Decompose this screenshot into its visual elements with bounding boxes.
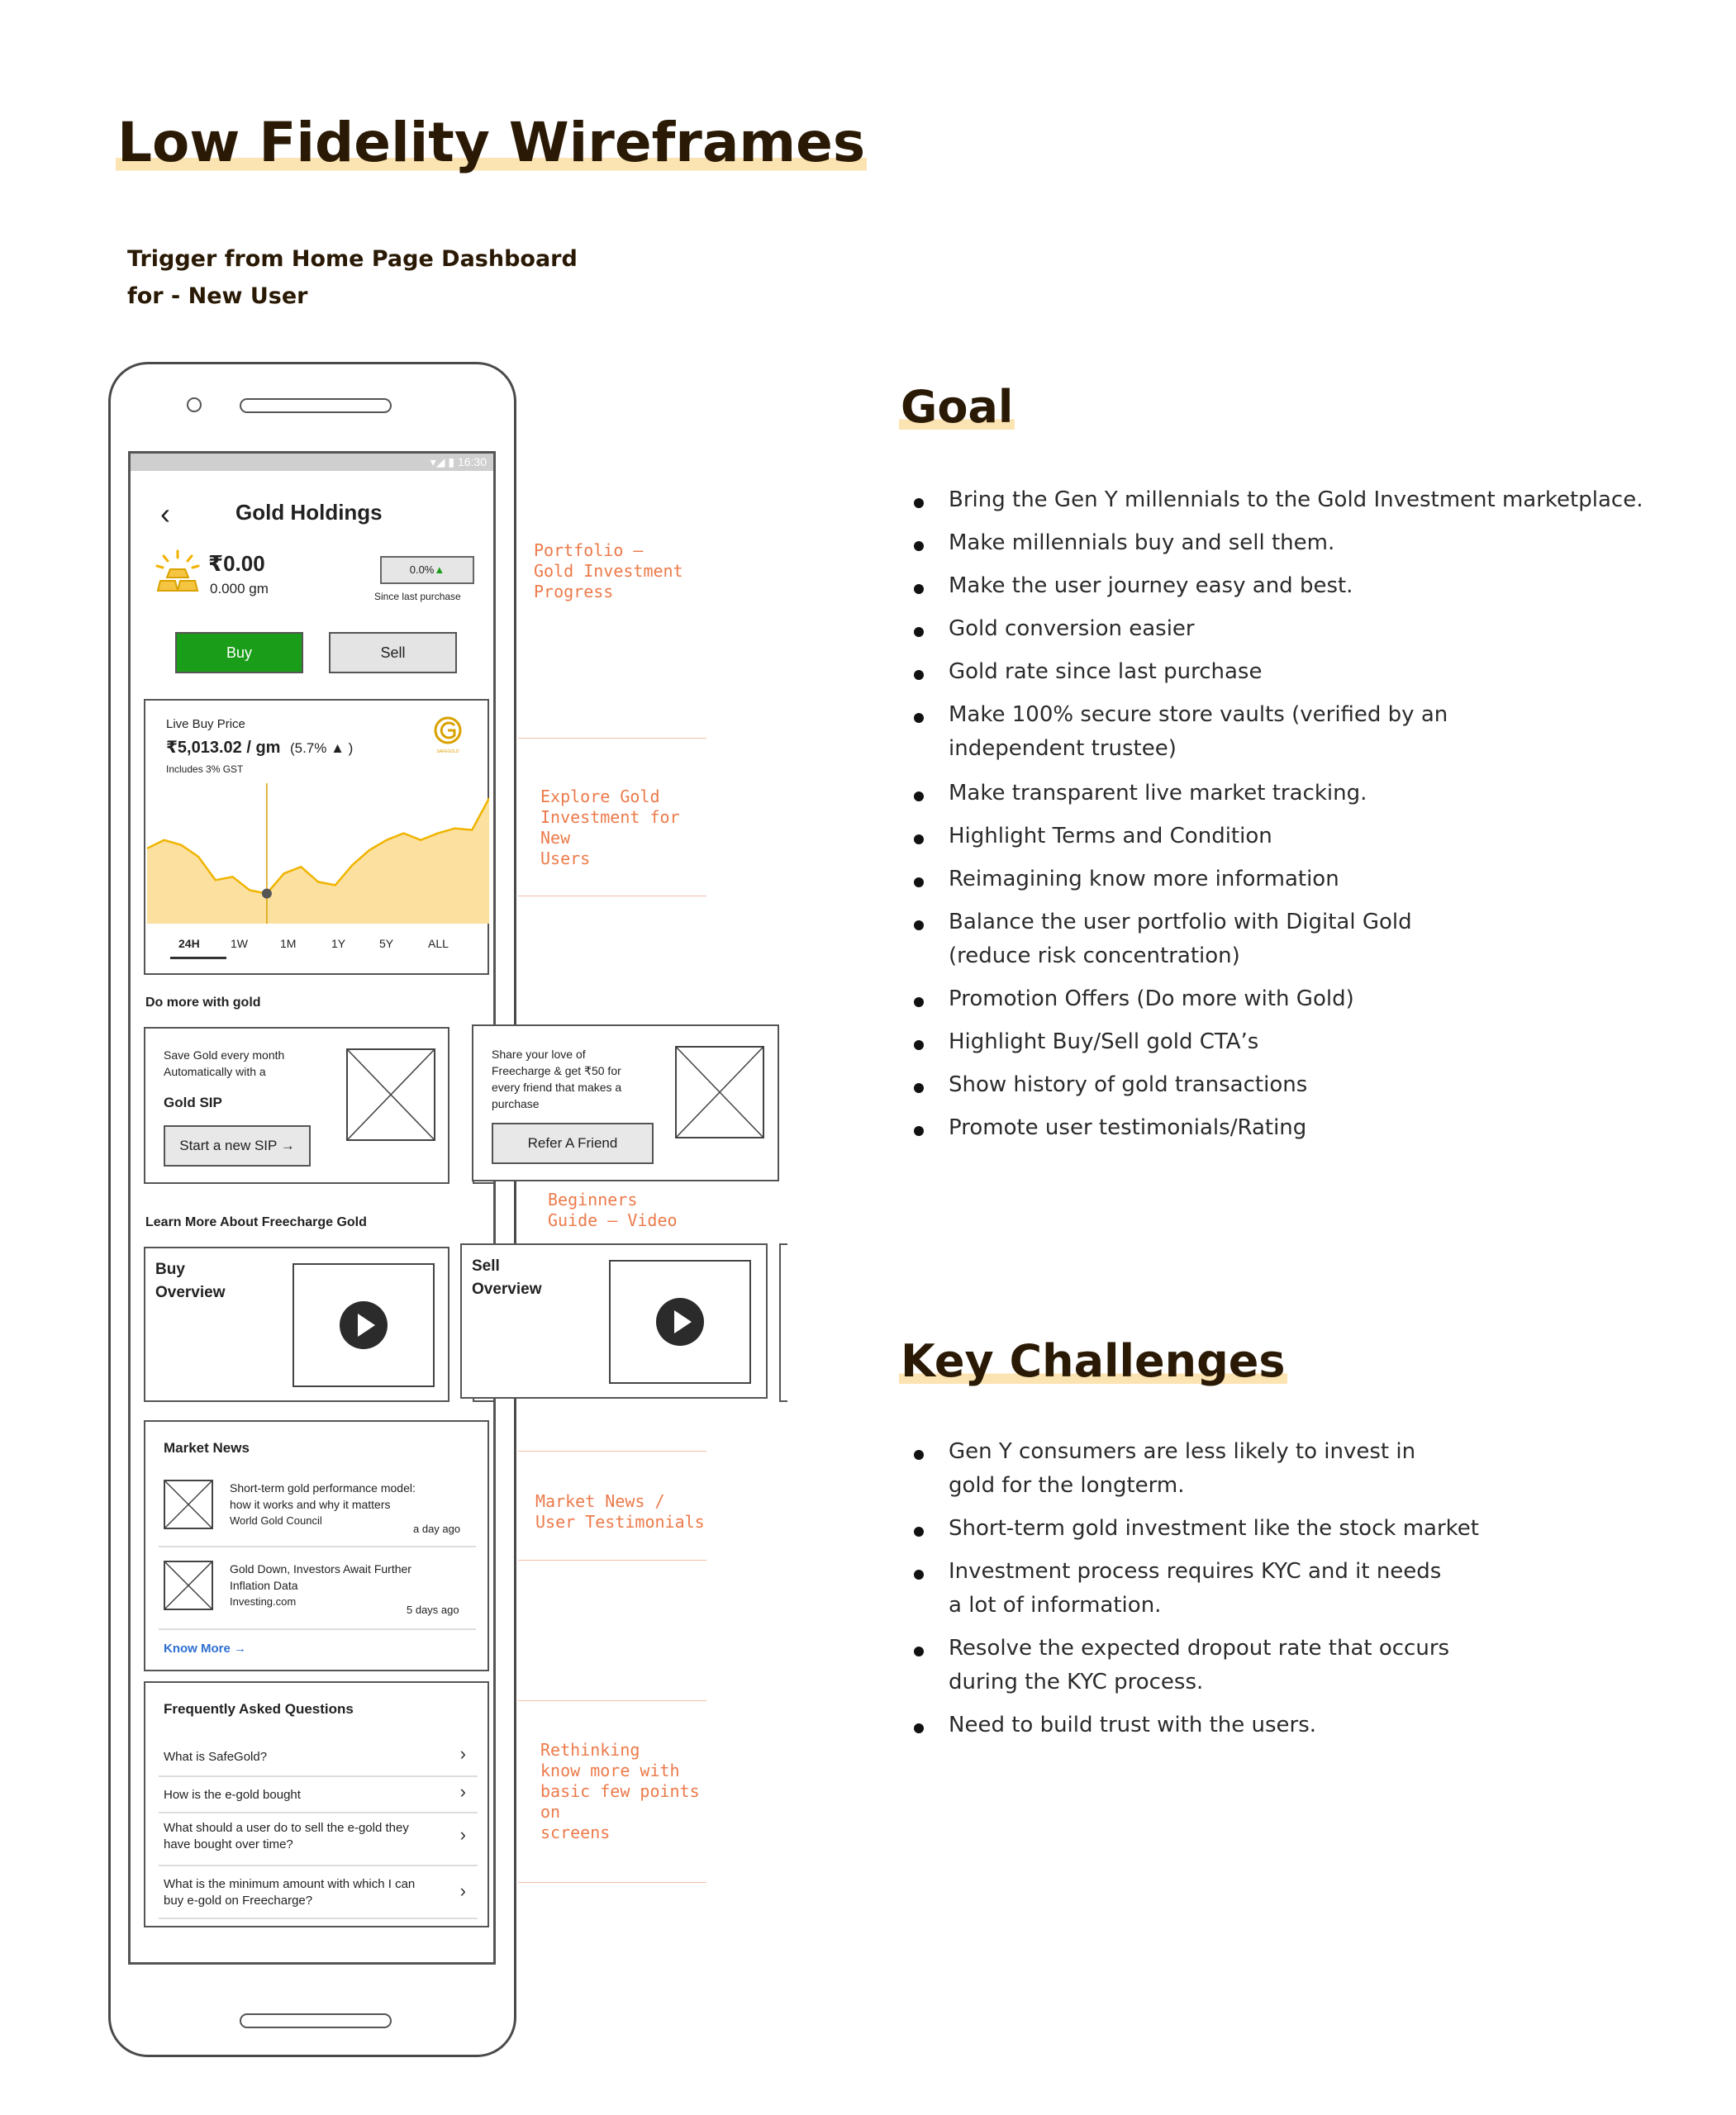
range-tab-1m[interactable]: 1M — [280, 937, 297, 950]
goal-item: Promote user testimonials/Rating — [914, 1111, 1707, 1145]
live-price-label: Live Buy Price — [166, 717, 245, 731]
chart-selected-point — [262, 889, 272, 899]
faq-item[interactable]: What is SafeGold? › — [159, 1741, 478, 1777]
up-arrow-icon: ▲ — [434, 563, 445, 576]
goal-item: Show history of gold transactions — [914, 1068, 1707, 1102]
annotation-rule — [518, 1451, 706, 1452]
chevron-right-icon: › — [459, 1824, 466, 1845]
range-tab-5y[interactable]: 5Y — [379, 937, 394, 950]
page-title: Low Fidelity Wireframes — [117, 111, 866, 174]
goal-item: Make the user journey easy and best. — [914, 569, 1707, 603]
live-price-change: (5.7% ▲ ) — [290, 740, 354, 756]
start-sip-button[interactable]: Start a new SIP → — [164, 1125, 311, 1167]
news-know-more-link[interactable]: Know More → — [164, 1642, 246, 1656]
gold-bars-icon — [154, 549, 202, 596]
faq-title: Frequently Asked Questions — [164, 1701, 354, 1717]
news-thumb-2 — [164, 1561, 213, 1610]
news-divider — [159, 1628, 476, 1630]
goal-item: Balance the user portfolio with Digital Gold (reduce risk concentration) — [914, 905, 1707, 973]
goal-item: Gold conversion easier — [914, 612, 1707, 646]
sip-line1: Save Gold every month — [164, 1048, 285, 1062]
play-icon[interactable] — [656, 1298, 704, 1346]
annotation-rule — [518, 1560, 706, 1561]
range-tab-24h[interactable]: 24H — [178, 937, 200, 950]
sell-overview-title: Sell Overview — [472, 1257, 542, 1298]
challenge-item: Gen Y consumers are less likely to invest in gold for the longterm. — [914, 1435, 1707, 1503]
phone-screen — [128, 451, 496, 1965]
speaker-slot — [240, 398, 392, 413]
goal-item: Highlight Terms and Condition — [914, 820, 1707, 853]
annotation-portfolio: Portfolio – Gold Investment Progress — [534, 540, 683, 601]
chevron-right-icon: › — [459, 1743, 466, 1764]
sell-video-thumbnail[interactable] — [609, 1260, 751, 1384]
camera-dot — [187, 397, 202, 412]
faq-item[interactable]: What is the minimum amount with which I can buy e-gold on Freecharge? › — [159, 1866, 478, 1919]
page-subtitle: Trigger from Home Page Dashboard for - New User — [127, 246, 578, 309]
goal-item: Reimagining know more information — [914, 863, 1707, 896]
refer-text: Share your love of Freecharge & get ₹50 for every friend that makes a purchase — [492, 1048, 622, 1110]
safegold-logo: SAFEGOLD — [430, 715, 466, 757]
annotation-explore: Explore Gold Investment for New Users — [540, 787, 680, 868]
news-1-source: World Gold Council — [230, 1514, 322, 1527]
home-bar[interactable] — [240, 2013, 392, 2028]
goal-item: Make millennials buy and sell them. — [914, 526, 1707, 560]
back-icon[interactable]: ‹ — [160, 497, 170, 530]
live-price-value: ₹5,013.02 / gm (5.7% ▲ ) — [166, 739, 354, 757]
faq-item[interactable]: What should a user do to sell the e-gold they have bought over time? › — [159, 1813, 478, 1866]
news-2-headline[interactable]: Gold Down, Investors Await Further Inflation Data Investing.com — [230, 1561, 411, 1610]
status-bar: ▾◢ ▮ 16:30 — [131, 454, 493, 471]
challenge-item: Investment process requires KYC and it needs a lot of information. — [914, 1555, 1707, 1623]
chevron-right-icon: › — [459, 1781, 466, 1802]
annotation-rule — [518, 1882, 706, 1883]
annotation-rethinking: Rethinking know more with basic few points on screens — [540, 1740, 700, 1842]
news-2-source: Investing.com — [230, 1595, 297, 1608]
challenges-list — [914, 1435, 1707, 1751]
goal-heading: Goal — [901, 381, 1014, 433]
play-icon[interactable] — [340, 1301, 388, 1349]
refer-image-placeholder — [675, 1046, 764, 1138]
live-price-card — [144, 699, 489, 975]
range-tab-underline — [170, 957, 226, 959]
news-1-time: a day ago — [413, 1523, 461, 1535]
buy-button[interactable]: Buy — [175, 632, 303, 673]
goal-item: Promotion Offers (Do more with Gold) — [914, 982, 1707, 1016]
screen-title: Gold Holdings — [235, 500, 383, 525]
buy-video-thumbnail[interactable] — [293, 1263, 435, 1387]
market-news-card — [144, 1420, 489, 1671]
news-divider — [159, 1546, 476, 1547]
goal-item: Gold rate since last purchase — [914, 655, 1707, 689]
annotation-video: Beginners Guide – Video — [548, 1190, 678, 1230]
refer-friend-card-outer[interactable] — [472, 1024, 779, 1181]
refer-friend-button[interactable]: Refer A Friend — [492, 1123, 654, 1164]
sip-title: Gold SIP — [164, 1095, 222, 1110]
chevron-right-icon: › — [459, 1880, 466, 1901]
challenge-item: Short-term gold investment like the stock market — [914, 1512, 1707, 1546]
annotation-rule — [518, 1700, 706, 1701]
range-tab-1w[interactable]: 1W — [231, 937, 248, 950]
annotation-news: Market News / User Testimonials — [535, 1491, 705, 1532]
price-chart[interactable] — [147, 783, 489, 932]
buy-overview-title: Buy Overview — [155, 1261, 226, 1301]
sell-overview-card[interactable] — [460, 1243, 768, 1399]
annotation-rule — [518, 738, 706, 739]
challenge-item: Resolve the expected dropout rate that occurs during the KYC process. — [914, 1632, 1707, 1699]
gold-sip-card[interactable] — [144, 1027, 449, 1184]
goal-item: Make transparent live market tracking. — [914, 777, 1707, 810]
next-card-edge — [779, 1243, 787, 1402]
goal-item: Make 100% secure store vaults (verified by an independent trustee) — [914, 698, 1707, 766]
news-thumb-1 — [164, 1480, 213, 1529]
challenge-item: Need to build trust with the users. — [914, 1709, 1707, 1742]
range-tab-all[interactable]: ALL — [428, 937, 449, 950]
sip-line2: Automatically with a — [164, 1065, 266, 1078]
goal-list — [914, 483, 1707, 1154]
change-badge: 0.0%▲ — [380, 556, 474, 584]
since-last-purchase: Since last purchase — [374, 591, 461, 602]
challenges-heading: Key Challenges — [901, 1335, 1286, 1387]
holdings-grams: 0.000 gm — [210, 581, 269, 596]
goal-item: Bring the Gen Y millennials to the Gold Investment marketplace. — [914, 483, 1707, 517]
buy-overview-card[interactable] — [144, 1247, 449, 1402]
learn-more-title: Learn More About Freecharge Gold — [145, 1215, 367, 1229]
chart-area — [147, 798, 489, 924]
sip-image-placeholder — [346, 1048, 435, 1141]
holdings-amount: ₹0.00 — [208, 551, 265, 576]
range-tabs — [145, 934, 488, 967]
market-news-title: Market News — [164, 1440, 250, 1456]
news-2-time: 5 days ago — [407, 1604, 459, 1616]
range-tab-1y[interactable]: 1Y — [331, 937, 346, 950]
faq-item[interactable]: How is the e-gold bought › — [159, 1777, 478, 1813]
do-more-title: Do more with gold — [145, 996, 261, 1010]
faq-card — [144, 1681, 489, 1927]
sell-button[interactable]: Sell — [329, 632, 457, 673]
news-1-headline[interactable]: Short-term gold performance model: how it works and why it matters World Gold Council — [230, 1480, 416, 1529]
gst-note: Includes 3% GST — [166, 763, 244, 775]
goal-item: Highlight Buy/Sell gold CTA’s — [914, 1025, 1707, 1059]
